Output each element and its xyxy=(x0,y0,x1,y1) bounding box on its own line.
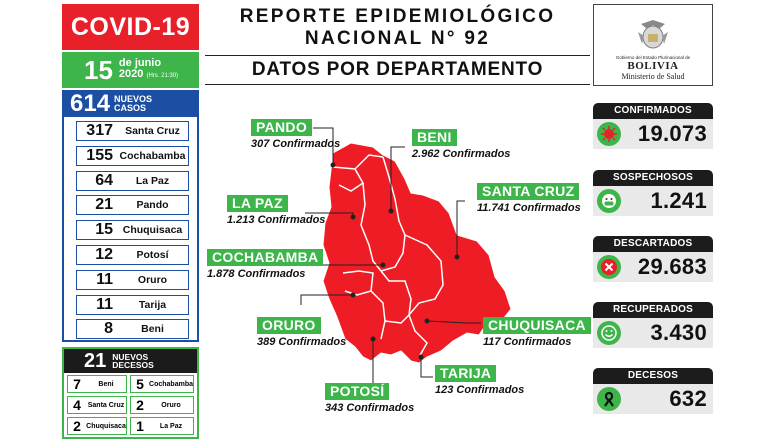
map-label-beni xyxy=(412,129,510,160)
report-title-line-2: NACIONAL N° 92 xyxy=(304,28,491,49)
dept-confirmed: 307 Confirmados xyxy=(251,138,341,150)
death-count: 2 xyxy=(73,418,81,434)
dept-name: COCHABAMBA xyxy=(207,249,323,266)
case-department: Potosí xyxy=(136,248,169,261)
case-row-beni xyxy=(76,319,189,339)
new-cases-total: 614 xyxy=(70,89,111,117)
stat-value: 1.241 xyxy=(650,188,707,213)
new-deaths-label-2: DECESOS xyxy=(112,360,154,370)
new-deaths-label-1: NUEVOS xyxy=(112,352,149,362)
map-label-chuquisaca xyxy=(483,317,591,348)
death-department: Beni xyxy=(98,380,114,388)
stat-discarded xyxy=(593,236,713,282)
coat-of-arms-icon xyxy=(636,16,670,52)
report-title xyxy=(205,6,590,50)
new-cases-header xyxy=(62,90,199,117)
face-mask-icon xyxy=(597,189,621,213)
map-label-cochabamba xyxy=(207,249,323,280)
death-department: La Paz xyxy=(159,422,183,430)
case-count: 317 xyxy=(86,122,113,139)
page-subtitle: DATOS POR DEPARTAMENTO xyxy=(205,55,590,85)
case-row-santa-cruz xyxy=(76,121,189,141)
new-cases-list xyxy=(62,117,199,342)
stat-label: RECUPERADOS xyxy=(593,302,713,318)
date-day: 15 xyxy=(84,54,113,85)
case-count: 21 xyxy=(95,196,113,214)
covid-title: COVID-19 xyxy=(62,4,199,50)
date-time: (Hrs. 21:30) xyxy=(146,73,179,79)
case-department: Oruro xyxy=(137,273,168,286)
stat-value: 3.430 xyxy=(650,320,707,345)
smiley-icon xyxy=(597,321,621,345)
new-cases-label-2: CASOS xyxy=(114,102,147,113)
new-deaths-total: 21 xyxy=(84,349,107,372)
death-cell-la-paz xyxy=(130,417,194,435)
case-row-potosi xyxy=(76,245,189,265)
death-department: Chuquisaca xyxy=(86,422,126,430)
death-cell-beni xyxy=(67,375,127,393)
case-row-cochabamba xyxy=(76,146,189,166)
stat-label: DESCARTADOS xyxy=(593,236,713,252)
stat-suspected xyxy=(593,170,713,216)
case-count: 11 xyxy=(96,270,113,288)
stat-label: DECESOS xyxy=(593,368,713,384)
dept-confirmed: 11.741 Confirmados xyxy=(477,202,581,214)
report-date xyxy=(62,52,199,88)
new-deaths-header xyxy=(62,347,199,373)
dept-confirmed: 123 Confirmados xyxy=(435,384,525,396)
case-department: Pando xyxy=(136,199,169,212)
dept-confirmed: 2.962 Confirmados xyxy=(412,148,511,160)
dept-name: POTOSÍ xyxy=(325,383,389,400)
death-department: Cochabamba xyxy=(149,380,193,388)
dept-name: ORURO xyxy=(257,317,321,334)
case-department: Cochabamba xyxy=(119,149,186,162)
dept-confirmed: 1.878 Confirmados xyxy=(207,268,306,280)
death-cell-cochabamba xyxy=(130,375,194,393)
map-label-la-paz xyxy=(227,195,325,226)
death-count: 2 xyxy=(136,397,144,413)
stat-value: 632 xyxy=(669,386,707,411)
date-month: de junio xyxy=(118,57,162,69)
ministry-gov-text: Gobierno del Estado Plurinacional de xyxy=(615,55,691,60)
date-year: 2020 xyxy=(118,68,144,80)
dept-name: TARIJA xyxy=(435,365,496,382)
stat-label: CONFIRMADOS xyxy=(593,103,713,119)
case-count: 8 xyxy=(104,320,113,338)
ministry-country: BOLIVIA xyxy=(627,60,679,72)
stat-label: SOSPECHOSOS xyxy=(593,170,713,186)
case-count: 64 xyxy=(95,171,113,189)
death-cell-santa-cruz xyxy=(67,396,127,414)
dept-confirmed: 343 Confirmados xyxy=(325,402,415,414)
dept-name: SANTA CRUZ xyxy=(477,183,579,200)
dept-name: LA PAZ xyxy=(227,195,288,212)
case-department: Beni xyxy=(141,323,164,336)
death-cell-oruro xyxy=(130,396,194,414)
case-count: 155 xyxy=(86,146,113,164)
map-label-potosi xyxy=(325,383,414,414)
dept-name: CHUQUISACA xyxy=(483,317,591,334)
map-label-santa-cruz xyxy=(477,183,581,214)
ministry-logo xyxy=(593,4,713,86)
case-count: 15 xyxy=(95,221,113,239)
stat-confirmed xyxy=(593,103,713,149)
ministry-name: Ministerio de Salud xyxy=(621,72,685,81)
case-count: 12 xyxy=(95,245,113,263)
dept-confirmed: 117 Confirmados xyxy=(483,336,572,348)
new-deaths-grid xyxy=(62,373,199,439)
case-row-la-paz xyxy=(76,171,189,191)
dept-confirmed: 389 Confirmados xyxy=(257,336,347,348)
mourning-ribbon-icon xyxy=(597,387,621,411)
stat-deaths xyxy=(593,368,713,414)
death-count: 5 xyxy=(136,376,144,392)
case-department: Chuquisaca xyxy=(122,224,183,237)
death-count: 1 xyxy=(136,418,144,434)
case-row-chuquisaca xyxy=(76,220,189,240)
death-department: Oruro xyxy=(161,401,181,409)
death-count: 4 xyxy=(73,397,81,413)
dept-name: BENI xyxy=(412,129,457,146)
report-title-line-1: REPORTE EPIDEMIOLÓGICO xyxy=(239,6,556,27)
cross-circle-icon xyxy=(597,255,621,279)
dept-confirmed: 1.213 Confirmados xyxy=(227,214,326,226)
case-department: Santa Cruz xyxy=(125,125,180,137)
case-row-tarija xyxy=(76,295,189,315)
death-count: 7 xyxy=(73,376,81,392)
case-row-pando xyxy=(76,195,189,215)
case-row-oruro xyxy=(76,270,189,290)
stat-value: 19.073 xyxy=(637,121,707,146)
department-map xyxy=(205,95,590,439)
case-department: La Paz xyxy=(135,174,170,187)
map-label-oruro xyxy=(257,317,346,348)
case-department: Tarija xyxy=(138,298,167,311)
case-count: 11 xyxy=(96,295,113,313)
death-department: Santa Cruz xyxy=(87,401,125,409)
map-label-tarija xyxy=(435,365,524,396)
stat-recovered xyxy=(593,302,713,348)
dept-name: PANDO xyxy=(251,119,312,136)
virus-icon xyxy=(597,122,621,146)
stat-value: 29.683 xyxy=(637,254,707,279)
new-cases-label-1: NUEVOS xyxy=(114,93,153,104)
map-label-pando xyxy=(251,119,340,150)
death-cell-chuquisaca xyxy=(67,417,127,435)
